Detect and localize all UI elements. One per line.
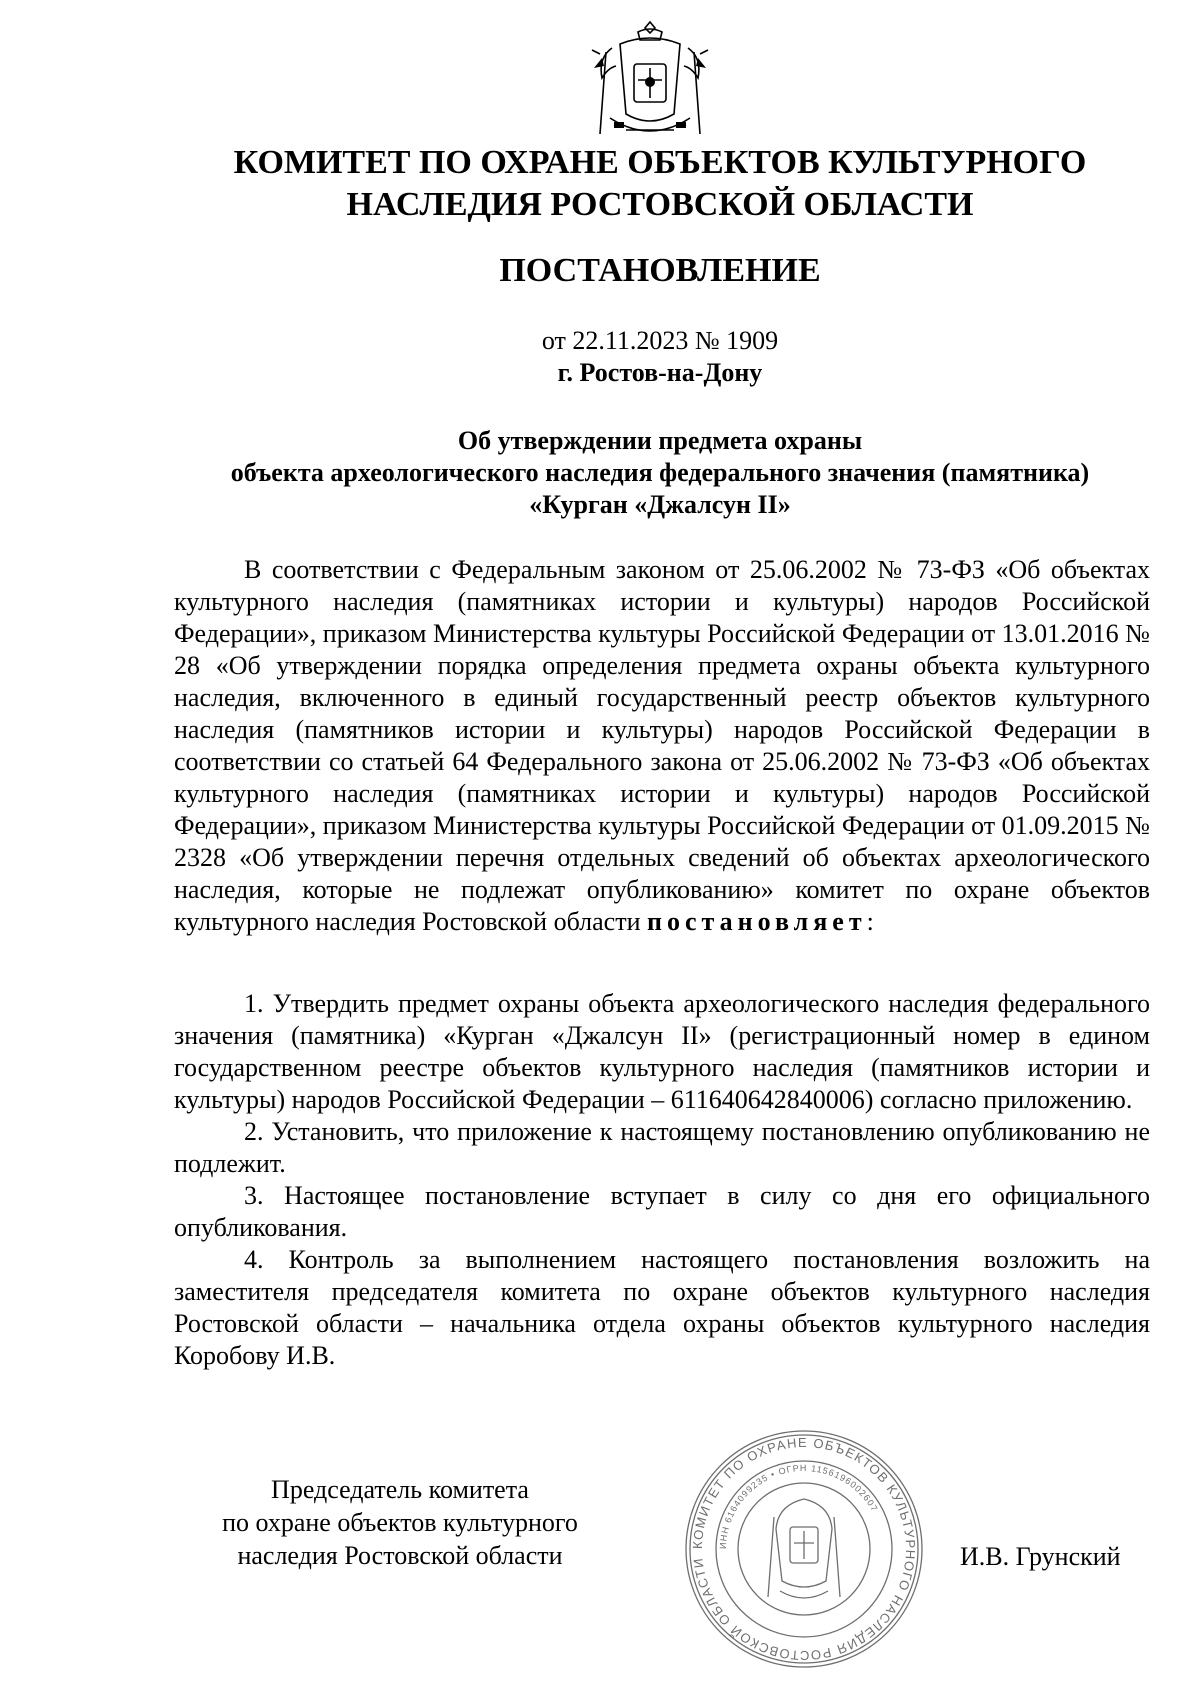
svg-text:ИНН 6164099235 • ОГРН 11561960 bbox=[718, 1463, 880, 1549]
document-date-number: от 22.11.2023 № 1909 bbox=[541, 326, 779, 355]
document-subject bbox=[160, 425, 1160, 521]
signer-name: И.В. Грунский bbox=[960, 1542, 1121, 1571]
signer-title-line-1: Председатель комитета bbox=[271, 1475, 529, 1504]
resolution-items bbox=[174, 988, 1150, 1372]
resolution-item: 1. Утвердить предмет охраны объекта археологического наследия федерального значения (памятника) «Курган «Джалсун II» (регистрационный номер в едином государственном реестре объектов культурного наследия (памятников истории и культуры) народов Российской Федерации – 611640642840006) согласно приложению. bbox=[174, 989, 1150, 1114]
document-type: ПОСТАНОВЛЕНИЕ bbox=[499, 252, 821, 289]
preamble-paragraph bbox=[174, 554, 1150, 938]
organization-name bbox=[160, 142, 1160, 226]
organization-name-line-1: КОМИТЕТ ПО ОХРАНЕ ОБЪЕКТОВ КУЛЬТУРНОГО bbox=[233, 144, 1087, 181]
signer-title-line-3: наследия Ростовской области bbox=[237, 1541, 563, 1570]
signer-title-line-2: по охране объектов культурного bbox=[222, 1508, 578, 1537]
resolution-item: 3. Настоящее постановление вступает в силу со дня его официального опубликования. bbox=[174, 1181, 1150, 1242]
signer-title bbox=[180, 1473, 620, 1572]
resolve-word: постановляет bbox=[647, 907, 867, 936]
official-seal bbox=[682, 1427, 926, 1671]
organization-name-line-2: НАСЛЕДИЯ РОСТОВСКОЙ ОБЛАСТИ bbox=[346, 186, 974, 223]
resolution-item: 2. Установить, что приложение к настоящему постановлению опубликованию не подлежит. bbox=[174, 1117, 1150, 1178]
preamble-text: В соответствии с Федеральным законом от 25.06.2002 № 73-ФЗ «Об объектах культурного наследия (памятниках истории и культуры) народов Российской Федерации», приказом Министерства культуры Российской Федерации от 13.01.2016 № 28 «Об утверждении порядка определения предмета охраны объекта культурного наследия, включенного в единый государственный реестр объектов культурного наследия (памятников истории и культуры) народов Российской Федерации в соответствии со статьей 64 Федерального закона от 25.06.2002 № 73-ФЗ «Об объектах культурного наследия (памятниках истории и культуры) народов Российской Федерации», приказом Министерства культуры Российской Федерации от 01.09.2015 № 2328 «Об утверждении перечня отдельных сведений об объектах археологического наследия, которые не подлежат опубликованию» комитет по охране объектов культурного наследия Ростовской области bbox=[174, 555, 1150, 936]
preamble-end: : bbox=[866, 907, 874, 936]
seal-inner-text: ИНН 6164099235 • ОГРН 1156196002607 bbox=[717, 1462, 880, 1550]
subject-line-2: объекта археологического наследия федерального значения (памятника) bbox=[230, 458, 1090, 487]
resolution-item: 4. Контроль за выполнением настоящего постановления возложить на заместителя председателя комитета по охране объектов культурного наследия Ростовской области – начальника отдела охраны объектов культурного наследия Коробову И.В. bbox=[174, 1245, 1150, 1370]
document-city: г. Ростов-на-Дону bbox=[557, 358, 763, 387]
seal-outer-text: КОМИТЕТ ПО ОХРАНЕ ОБЪЕКТОВ КУЛЬТУРНОГО НАСЛЕДИЯ РОСТОВСКОЙ ОБЛАСТИ bbox=[689, 1434, 919, 1664]
coat-of-arms-emblem bbox=[590, 18, 710, 144]
subject-line-3: «Курган «Джалсун II» bbox=[529, 490, 791, 519]
subject-line-1: Об утверждении предмета охраны bbox=[457, 426, 863, 455]
